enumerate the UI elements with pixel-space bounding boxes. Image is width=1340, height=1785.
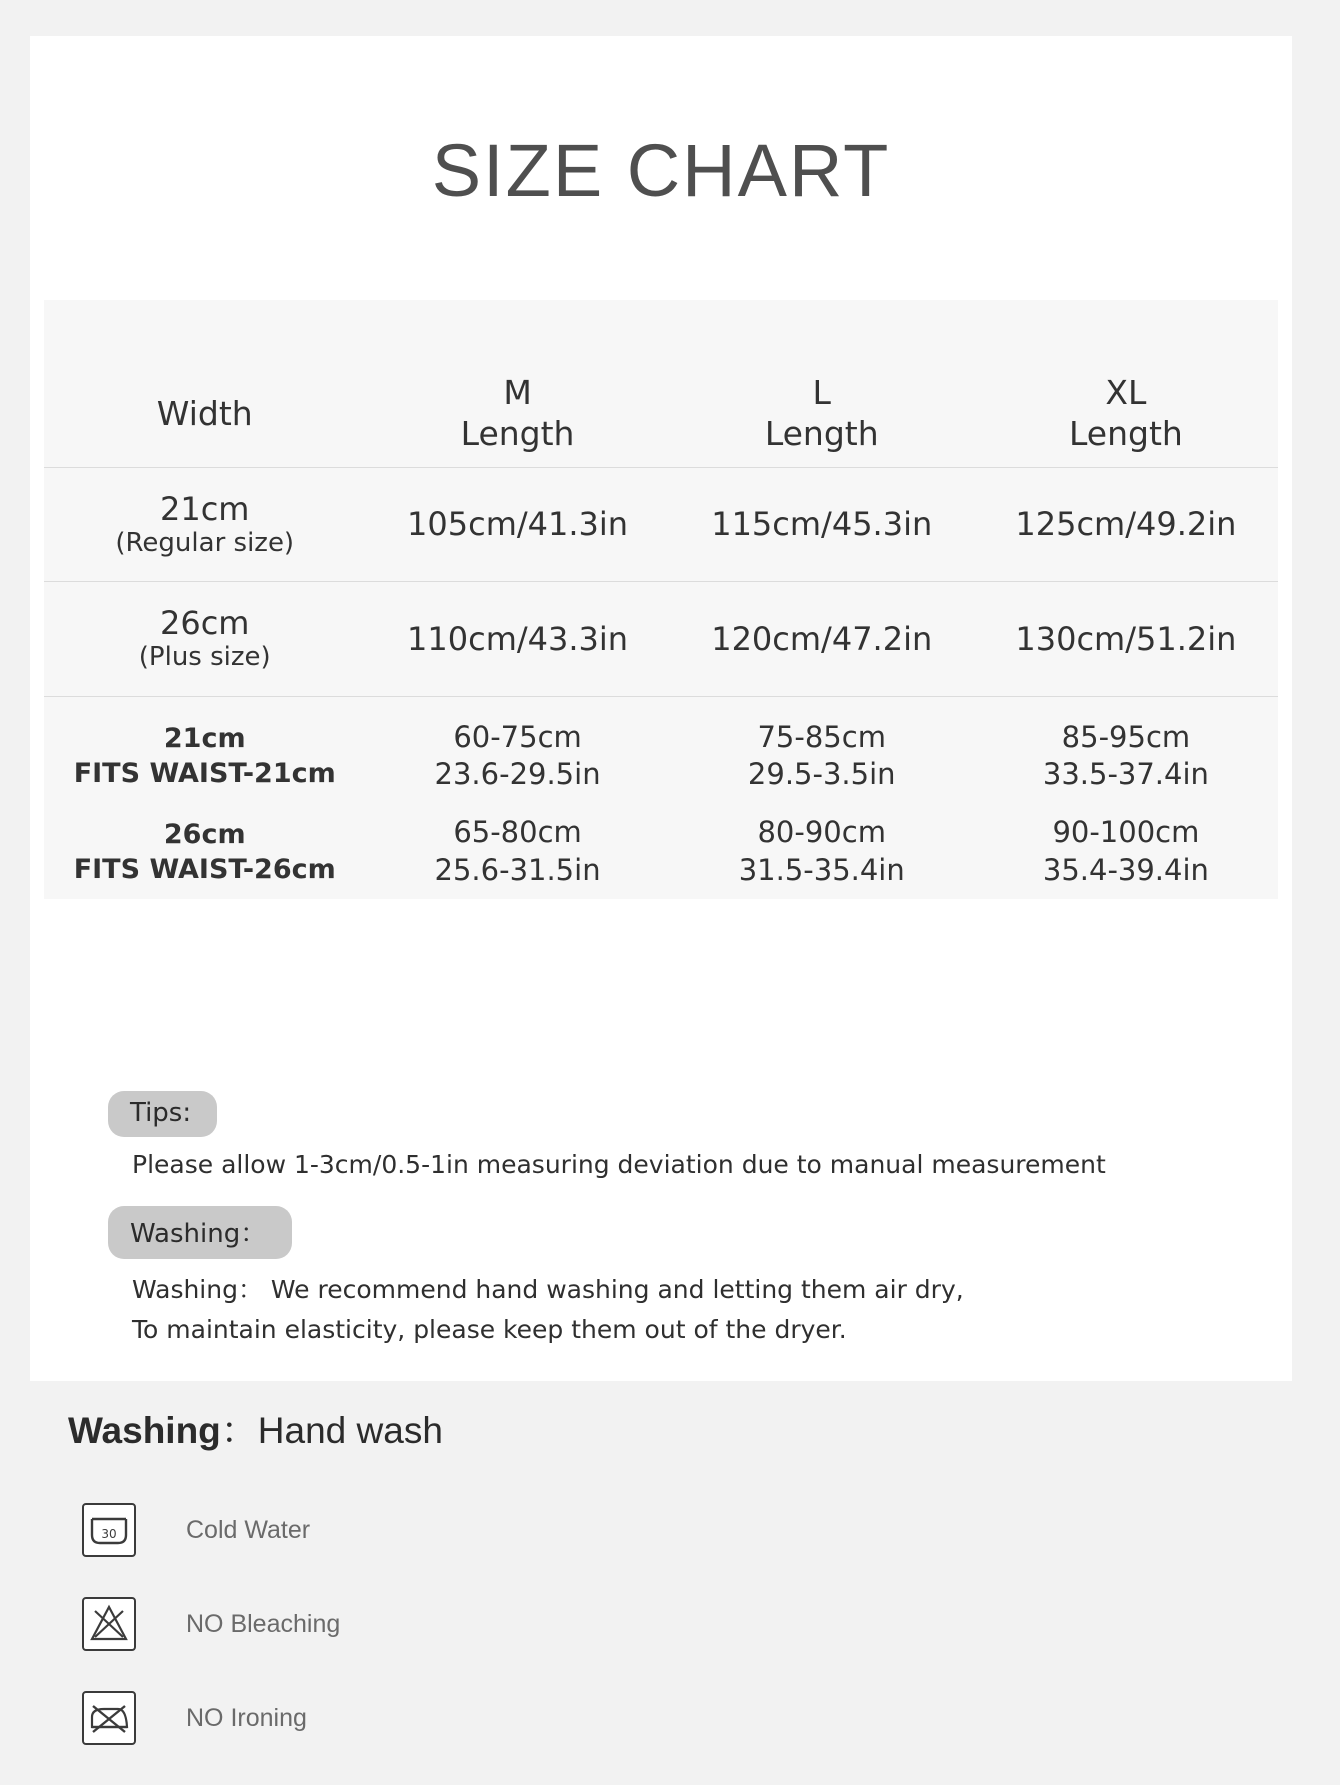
cell-waist26-m-cm: 65-80cm — [453, 815, 582, 850]
cell-waist26-xl-in: 35.4-39.4in — [1042, 852, 1209, 887]
list-item — [68, 1676, 1340, 1760]
table-row — [44, 804, 1278, 899]
cell-waist26-l — [670, 804, 974, 899]
no-iron-icon — [82, 1691, 136, 1745]
list-item — [68, 1488, 1340, 1572]
table-header-row — [44, 300, 1278, 467]
header-length-m: Length — [460, 414, 575, 454]
table-row — [44, 467, 1278, 582]
row-label-waist-21-width: 21cm — [163, 723, 246, 755]
cell-waist26-m — [365, 804, 669, 899]
care-heading-bold: Washing — [68, 1410, 221, 1451]
header-length-l: Length — [764, 414, 879, 454]
care-label: Cold Water — [186, 1515, 311, 1544]
cell-waist21-xl — [974, 696, 1278, 804]
care-label: NO Bleaching — [186, 1609, 341, 1638]
row-label-plus — [44, 582, 365, 697]
row-label-waist-26-text: FITS WAIST-26cm — [73, 853, 336, 885]
cell-plus-m: 110cm/43.3in — [365, 582, 669, 697]
tips-block — [108, 1091, 1208, 1183]
cell-waist21-xl-in: 33.5-37.4in — [1042, 757, 1209, 792]
header-length-xl: Length — [1068, 414, 1183, 454]
table-row — [44, 582, 1278, 697]
no-bleach-icon — [82, 1597, 136, 1651]
cell-waist26-xl-cm: 90-100cm — [1052, 815, 1200, 850]
care-icon-list — [68, 1488, 1340, 1760]
cell-waist21-l-in: 29.5-3.5in — [747, 757, 896, 792]
washing-badge: Washing： — [108, 1206, 292, 1259]
header-col-l — [670, 300, 974, 467]
header-size-m: M — [503, 373, 532, 412]
svg-text:30: 30 — [101, 1527, 117, 1541]
care-footer — [0, 1400, 1340, 1770]
tips-badge: Tips: — [108, 1091, 217, 1137]
cell-plus-xl: 130cm/51.2in — [974, 582, 1278, 697]
cell-waist26-m-in: 25.6-31.5in — [434, 852, 601, 887]
cell-waist21-m-cm: 60-75cm — [453, 719, 582, 754]
table-row — [44, 696, 1278, 804]
cell-plus-l: 120cm/47.2in — [670, 582, 974, 697]
row-label-regular — [44, 467, 365, 582]
row-label-plus-note: (Plus size) — [138, 642, 271, 673]
header-width: Width — [156, 393, 253, 433]
size-table-container — [44, 300, 1278, 899]
header-col-xl — [974, 300, 1278, 467]
page-title: SIZE CHART — [431, 129, 891, 212]
cell-waist21-l-cm: 75-85cm — [757, 719, 886, 754]
care-label: NO Ironing — [186, 1703, 307, 1732]
wash-30-icon — [82, 1503, 136, 1557]
size-table — [44, 300, 1278, 899]
cell-waist21-m — [365, 696, 669, 804]
header-size-xl: XL — [1105, 373, 1147, 412]
header-col-m — [365, 300, 669, 467]
cell-regular-xl: 125cm/49.2in — [974, 467, 1278, 582]
header-size-l: L — [812, 373, 831, 412]
washing-block — [108, 1206, 1208, 1348]
cell-waist26-xl — [974, 804, 1278, 899]
cell-waist26-l-cm: 80-90cm — [757, 815, 886, 850]
tips-text: Please allow 1-3cm/0.5-1in measuring deviation due to manual measurement — [132, 1150, 1106, 1179]
cell-waist21-xl-cm: 85-95cm — [1061, 719, 1191, 754]
cell-waist26-l-in: 31.5-35.4in — [738, 852, 905, 887]
row-label-waist-21 — [44, 696, 365, 804]
care-heading — [68, 1400, 1340, 1454]
care-heading-rest: ：Hand wash — [220, 1410, 443, 1451]
row-label-waist-26 — [44, 804, 365, 899]
washing-line-2: To maintain elasticity, please keep them out of the dryer. — [132, 1314, 847, 1344]
washing-line-1: Washing： We recommend hand washing and letting them air dry, — [132, 1275, 964, 1304]
cell-waist21-m-in: 23.6-29.5in — [434, 757, 601, 792]
size-chart-card — [30, 36, 1292, 1381]
list-item — [68, 1582, 1340, 1666]
cell-regular-m: 105cm/41.3in — [365, 467, 669, 582]
row-label-regular-note: (Regular size) — [115, 527, 295, 558]
row-label-waist-26-width: 26cm — [163, 818, 246, 850]
cell-waist21-l — [670, 696, 974, 804]
row-label-waist-21-text: FITS WAIST-21cm — [73, 758, 336, 790]
row-label-regular-width: 21cm — [159, 489, 250, 528]
row-label-plus-width: 26cm — [159, 604, 250, 643]
cell-regular-l: 115cm/45.3in — [670, 467, 974, 582]
